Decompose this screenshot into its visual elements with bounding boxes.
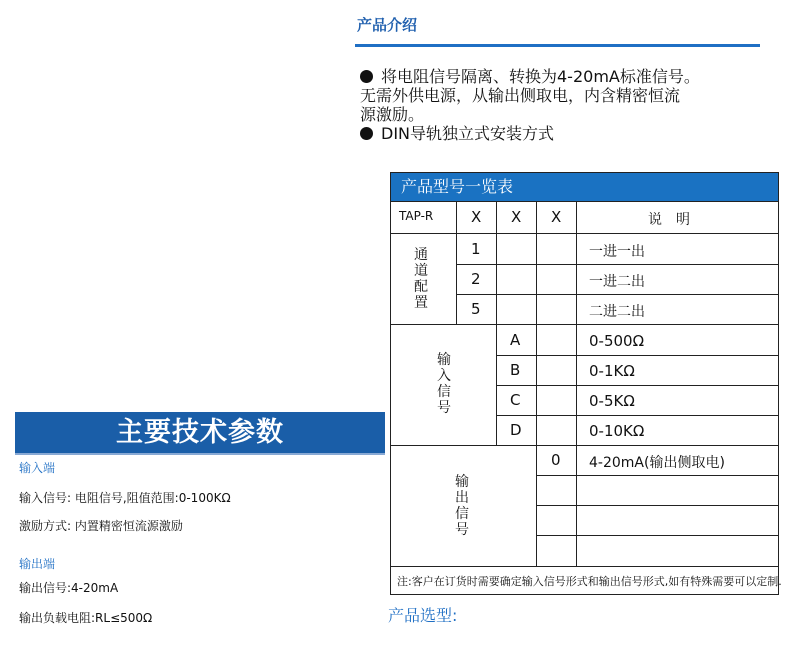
header-x2: X <box>511 208 522 226</box>
intro-divider <box>355 44 760 47</box>
header-x3: X <box>551 208 562 226</box>
output-signal-label: 输 出 信 号 <box>455 474 469 538</box>
intro-line-3: 源激励。 <box>360 105 425 124</box>
input-desc: 0-500Ω <box>589 332 645 350</box>
specs-banner: 主要技术参数 <box>15 412 385 453</box>
channel-desc: 一进二出 <box>589 274 645 290</box>
channel-desc: 二进二出 <box>589 304 645 320</box>
table-rule <box>456 294 778 295</box>
model-table-title: 产品型号一览表 <box>391 173 778 201</box>
output-section-heading: 输出端 <box>19 557 56 571</box>
input-code: B <box>510 361 521 379</box>
channel-code: 1 <box>471 240 481 258</box>
intro-line-2: 无需外供电源，从输出侧取电，内含精密恒流 <box>360 86 681 105</box>
bullet-icon <box>360 70 373 83</box>
input-signal-label: 输 入 信 号 <box>437 352 451 416</box>
specs-banner-underline <box>15 453 385 455</box>
table-rule <box>456 264 778 265</box>
input-code: D <box>510 421 522 439</box>
input-desc: 0-1KΩ <box>589 362 635 380</box>
table-rule <box>536 201 537 566</box>
header-model: TAP-R <box>399 209 434 223</box>
table-rule <box>496 201 497 445</box>
output-code: 0 <box>551 451 561 469</box>
input-section-heading: 输入端 <box>19 461 56 475</box>
table-rule <box>391 566 778 567</box>
table-rule <box>576 201 577 566</box>
input-code: A <box>510 331 521 349</box>
intro-line-4: DIN导轨独立式安装方式 <box>360 124 780 143</box>
table-rule <box>496 385 778 386</box>
table-rule <box>496 415 778 416</box>
channel-code: 2 <box>471 270 481 288</box>
intro-body <box>360 67 780 143</box>
input-signal-spec: 输入信号: 电阻信号,阻值范围:0-100KΩ <box>19 491 231 505</box>
product-selection-title: 产品选型: <box>388 606 458 625</box>
intro-title: 产品介绍 <box>357 16 418 34</box>
channel-code: 5 <box>471 300 481 318</box>
table-rule <box>536 505 778 506</box>
channel-desc: 一进一出 <box>589 244 645 260</box>
bullet-icon <box>360 127 373 140</box>
table-rule <box>391 201 778 202</box>
header-x1: X <box>471 208 482 226</box>
table-rule <box>536 475 778 476</box>
output-signal-spec: 输出信号:4-20mA <box>19 581 119 595</box>
table-rule <box>456 201 457 324</box>
excitation-spec: 激励方式: 内置精密恒流源激励 <box>19 519 183 533</box>
table-rule <box>391 445 778 446</box>
output-load-spec: 输出负载电阻:RL≤500Ω <box>19 611 153 625</box>
intro-line-1: 将电阻信号隔离、转换为4-20mA标准信号。 <box>360 67 780 86</box>
header-description: 说 明 <box>648 212 690 228</box>
table-rule <box>391 324 778 325</box>
table-rule <box>536 535 778 536</box>
table-rule <box>391 233 778 234</box>
table-rule <box>496 355 778 356</box>
table-note: 注:客户在订货时需要确定输入信号形式和输出信号形式,如有特殊需要可以定制. <box>397 575 782 588</box>
channel-label: 通 道 配 置 <box>414 247 428 311</box>
input-desc: 0-5KΩ <box>589 392 635 410</box>
input-desc: 0-10KΩ <box>589 422 645 440</box>
output-desc: 4-20mA(输出侧取电) <box>589 455 725 471</box>
input-code: C <box>510 391 521 409</box>
